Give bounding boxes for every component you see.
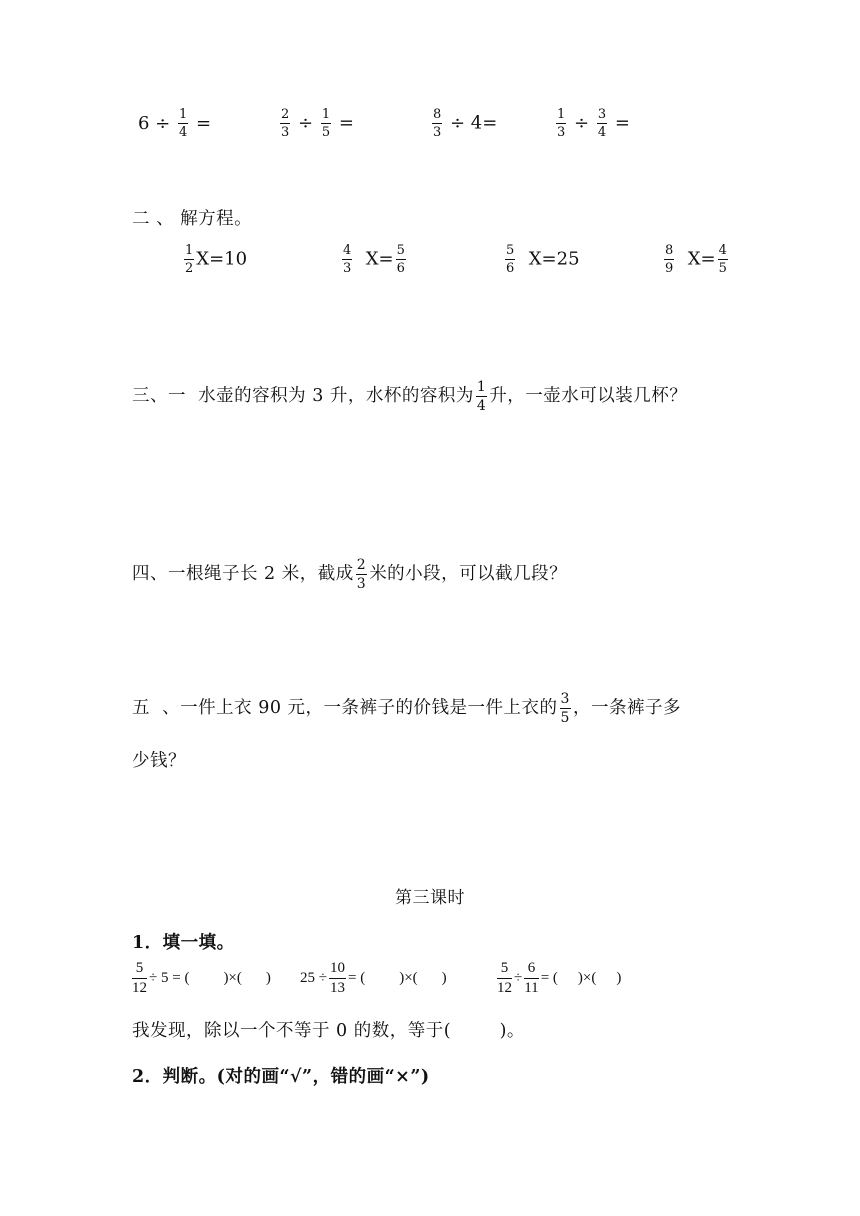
fraction: $\frac{1}{2}$ [185, 243, 194, 276]
equation-3: $\frac{5}{6}$ X=25 [506, 243, 580, 276]
fraction: $\frac{8}{3}$ [433, 107, 442, 140]
part2-heading: 2．判断。(对的画“√”，错的画“×”) [132, 1067, 430, 1087]
section3-question: 三、一 水壶的容积为 3 升，水杯的容积为 $\frac{1}{4}$ 升，一壶水可以装几杯？ [132, 379, 688, 414]
calc-3: $\frac{8}{3}$ ÷ 4= [433, 107, 498, 140]
fill-exercise-3: $\frac{5}{12}$ ÷ $\frac{6}{11}$ = ( )×( ) [497, 960, 622, 996]
section5-question-line2: 少钱？ [132, 751, 186, 771]
equation-2: $\frac{4}{3}$ X= $\frac{5}{6}$ [343, 243, 405, 276]
calc-1: 6 ÷ $\frac{1}{4}$ = [138, 107, 212, 140]
section2-heading: 二 、 解方程。 [132, 209, 253, 229]
fraction: $\frac{5}{12}$ [497, 960, 512, 996]
equation-4: $\frac{8}{9}$ X= $\frac{4}{5}$ [665, 243, 727, 276]
fill-exercise-2: 25 ÷ $\frac{10}{13}$ = ( )×( ) [300, 960, 447, 996]
calc-4: $\frac{1}{3}$ ÷ $\frac{3}{4}$ = [557, 107, 630, 140]
part1-heading: 1．填一填。 [132, 933, 235, 953]
fraction: $\frac{8}{9}$ [665, 243, 674, 276]
fraction: $\frac{10}{13}$ [329, 960, 345, 996]
calc-row [138, 108, 211, 139]
fraction: $\frac{2}{3}$ [356, 557, 367, 592]
fraction: $\frac{2}{3}$ [281, 107, 290, 140]
lesson-title: 第三课时 [395, 888, 465, 908]
fraction: $\frac{5}{6}$ [396, 243, 405, 276]
fraction: $\frac{4}{3}$ [343, 243, 352, 276]
fraction: $\frac{5}{6}$ [506, 243, 515, 276]
fraction: $\frac{6}{11}$ [524, 960, 539, 996]
fraction: $\frac{5}{12}$ [132, 960, 147, 996]
fraction: $\frac{3}{5}$ [560, 691, 570, 726]
fill-exercise-1: $\frac{5}{12}$ ÷ 5 = ( )×( ) [132, 960, 271, 996]
section5-question: 五 、一件上衣 90 元，一条裤子的价钱是一件上衣的 $\frac{3}{5}$ ，一条裤子多 [132, 691, 681, 726]
section4-question: 四、一根绳子长 2 米，截成 $\frac{2}{3}$ 米的小段，可以截几段？ [132, 557, 568, 592]
equation-1: $\frac{1}{2}$ X=10 [185, 243, 248, 276]
fraction: $\frac{1}{4}$ [476, 379, 487, 414]
fraction: $\frac{3}{4}$ [597, 107, 607, 140]
fraction: $\frac{1}{5}$ [321, 107, 331, 140]
finding-sentence: 我发现，除以一个不等于 0 的数，等于( )。 [132, 1021, 525, 1041]
fraction: $\frac{4}{5}$ [718, 243, 727, 276]
fraction: $\frac{1}{3}$ [557, 107, 566, 140]
fraction: $\frac{1}{4}$ [178, 107, 188, 140]
calc-2: $\frac{2}{3}$ ÷ $\frac{1}{5}$ = [281, 107, 354, 140]
